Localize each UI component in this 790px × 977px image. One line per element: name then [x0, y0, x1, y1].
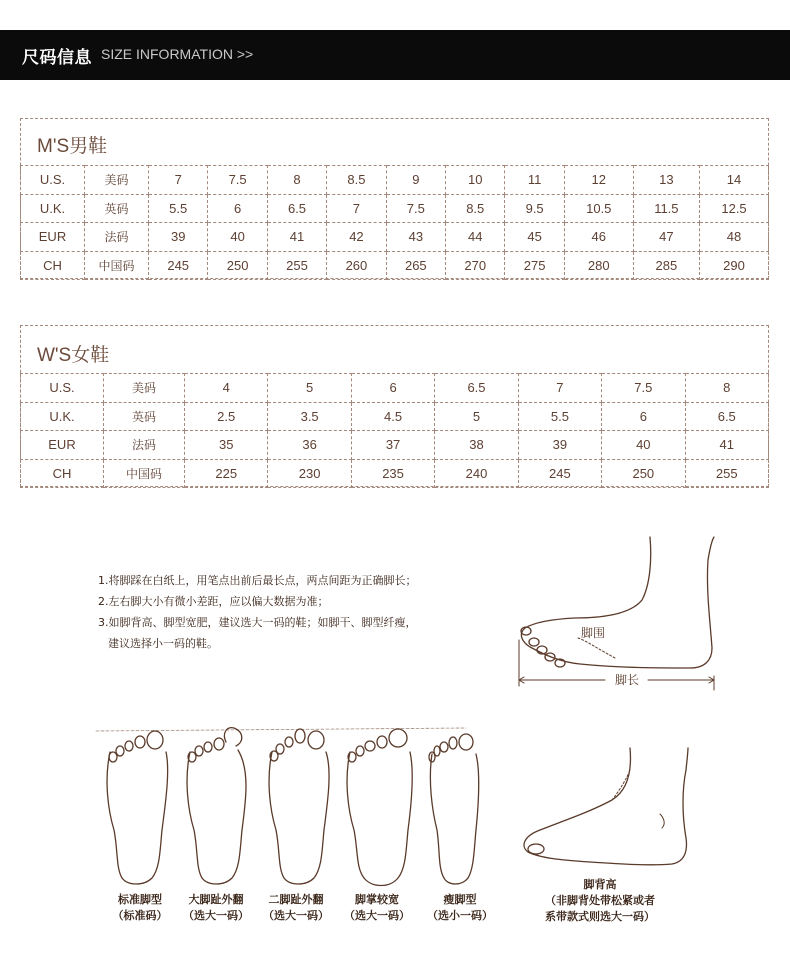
size-value-cell: 40 — [602, 431, 685, 460]
size-value-cell: 6 — [208, 194, 267, 223]
size-value-cell: 280 — [564, 251, 633, 280]
size-system-label: U.K. — [21, 194, 85, 223]
size-value-cell: 43 — [386, 223, 445, 252]
size-value-cell: 4.5 — [351, 402, 434, 431]
size-value-cell: 37 — [351, 431, 434, 460]
size-value-cell: 255 — [267, 251, 326, 280]
size-value-cell: 11 — [505, 166, 564, 195]
slim-foot-outline — [429, 734, 479, 884]
size-value-cell: 38 — [435, 431, 518, 460]
size-value-cell: 265 — [386, 251, 445, 280]
size-value-cell: 250 — [208, 251, 267, 280]
size-value-cell: 6 — [351, 374, 434, 403]
size-value-cell: 12.5 — [700, 194, 769, 223]
size-system-label: EUR — [21, 431, 104, 460]
size-value-cell: 255 — [685, 459, 768, 488]
size-value-cell: 5 — [268, 374, 351, 403]
size-value-cell: 7.5 — [602, 374, 685, 403]
foot-type-advice: （选大一码） — [183, 909, 249, 922]
tip-line: 2.左右脚大小有微小差距，应以偏大数据为准； — [98, 595, 329, 608]
foot-type-name: 二脚趾外翻 — [268, 893, 324, 906]
foot-type-caption — [337, 892, 417, 924]
length-label: 脚长 — [615, 673, 640, 687]
size-value-cell: 8 — [685, 374, 768, 403]
size-system-label: U.S. — [21, 166, 85, 195]
size-system-label: EUR — [21, 223, 85, 252]
foot-type-name: 标准脚型 — [118, 893, 162, 906]
size-value-cell: 240 — [435, 459, 518, 488]
bunion-foot-outline — [187, 728, 246, 884]
instep-advice-line2: 系带款式则选大一码） — [545, 910, 655, 923]
womens-chart-title: W'S女鞋 — [37, 345, 110, 366]
foot-type-caption — [176, 892, 256, 924]
size-value-cell: 245 — [518, 459, 601, 488]
size-system-cn-label: 法码 — [104, 431, 185, 460]
size-value-cell: 4 — [185, 374, 268, 403]
size-value-cell: 47 — [633, 223, 699, 252]
standard-foot-outline — [107, 731, 168, 884]
foot-type-name: 瘦脚型 — [443, 893, 477, 906]
foot-type-advice: （选大一码） — [263, 909, 329, 922]
size-system-cn-label: 中国码 — [104, 459, 185, 488]
size-value-cell: 7 — [149, 166, 208, 195]
size-value-cell: 9 — [386, 166, 445, 195]
size-value-cell: 41 — [685, 431, 768, 460]
size-value-cell: 7.5 — [208, 166, 267, 195]
instep-caption — [530, 877, 670, 925]
foot-type-caption — [100, 892, 180, 924]
foot-type-advice: （选大一码） — [344, 909, 410, 922]
header-title-en: SIZE INFORMATION >> — [101, 46, 254, 62]
size-value-cell: 39 — [149, 223, 208, 252]
size-value-cell: 6.5 — [685, 402, 768, 431]
wide-foot-outline — [347, 729, 412, 886]
size-value-cell: 245 — [149, 251, 208, 280]
size-value-cell: 9.5 — [505, 194, 564, 223]
instep-advice-line1: （非脚背处带松紧或者 — [545, 894, 655, 907]
size-value-cell: 6.5 — [435, 374, 518, 403]
size-system-cn-label: 美码 — [104, 374, 185, 403]
size-system-label: CH — [21, 251, 85, 280]
size-system-cn-label: 中国码 — [85, 251, 149, 280]
size-system-cn-label: 英码 — [85, 194, 149, 223]
size-value-cell: 260 — [327, 251, 386, 280]
second-toe-foot-outline — [269, 729, 329, 884]
instep-name: 脚背高 — [583, 878, 617, 891]
mens-chart-title: M'S男鞋 — [37, 136, 108, 157]
size-value-cell: 10.5 — [564, 194, 633, 223]
size-value-cell: 11.5 — [633, 194, 699, 223]
size-value-cell: 7 — [327, 194, 386, 223]
size-value-cell: 5.5 — [149, 194, 208, 223]
size-system-label: U.S. — [21, 374, 104, 403]
size-value-cell: 41 — [267, 223, 326, 252]
size-value-cell: 250 — [602, 459, 685, 488]
size-system-cn-label: 美码 — [85, 166, 149, 195]
size-value-cell: 45 — [505, 223, 564, 252]
size-value-cell: 42 — [327, 223, 386, 252]
size-value-cell: 14 — [700, 166, 769, 195]
foot-type-name: 脚掌较宽 — [355, 893, 399, 906]
size-value-cell: 44 — [446, 223, 505, 252]
size-value-cell: 39 — [518, 431, 601, 460]
size-value-cell: 8 — [267, 166, 326, 195]
size-value-cell: 2.5 — [185, 402, 268, 431]
tip-line: 建议选择小一码的鞋。 — [108, 637, 218, 650]
tip-line: 1.将脚踩在白纸上，用笔点出前后最长点，两点间距为正确脚长； — [98, 574, 417, 587]
size-system-label: CH — [21, 459, 104, 488]
foot-type-advice: （标准码） — [112, 909, 168, 922]
foot-type-name: 大脚趾外翻 — [188, 893, 244, 906]
size-value-cell: 275 — [505, 251, 564, 280]
size-system-cn-label: 法码 — [85, 223, 149, 252]
size-value-cell: 13 — [633, 166, 699, 195]
foot-type-caption — [256, 892, 336, 924]
size-value-cell: 3.5 — [268, 402, 351, 431]
size-value-cell: 5.5 — [518, 402, 601, 431]
size-value-cell: 6 — [602, 402, 685, 431]
size-value-cell: 7.5 — [386, 194, 445, 223]
size-system-label: U.K. — [21, 402, 104, 431]
high-instep-foot-illustration — [524, 748, 688, 865]
size-value-cell: 225 — [185, 459, 268, 488]
size-value-cell: 270 — [446, 251, 505, 280]
size-value-cell: 8.5 — [446, 194, 505, 223]
size-value-cell: 7 — [518, 374, 601, 403]
size-value-cell: 5 — [435, 402, 518, 431]
size-value-cell: 12 — [564, 166, 633, 195]
size-system-cn-label: 英码 — [104, 402, 185, 431]
size-value-cell: 40 — [208, 223, 267, 252]
size-value-cell: 46 — [564, 223, 633, 252]
size-value-cell: 6.5 — [267, 194, 326, 223]
size-value-cell: 36 — [268, 431, 351, 460]
foot-side-view-illustration — [519, 537, 714, 690]
size-value-cell: 8.5 — [327, 166, 386, 195]
tip-line: 3.如脚背高、脚型宽肥，建议选大一码的鞋；如脚干、脚型纤瘦， — [98, 616, 417, 629]
header-title-cn: 尺码信息 — [22, 48, 92, 68]
size-value-cell: 35 — [185, 431, 268, 460]
girth-label: 脚围 — [581, 626, 606, 640]
size-value-cell: 290 — [700, 251, 769, 280]
size-value-cell: 230 — [268, 459, 351, 488]
foot-type-caption — [420, 892, 500, 924]
size-value-cell: 48 — [700, 223, 769, 252]
size-value-cell: 10 — [446, 166, 505, 195]
size-value-cell: 235 — [351, 459, 434, 488]
size-value-cell: 285 — [633, 251, 699, 280]
foot-type-advice: （选小一码） — [427, 909, 493, 922]
